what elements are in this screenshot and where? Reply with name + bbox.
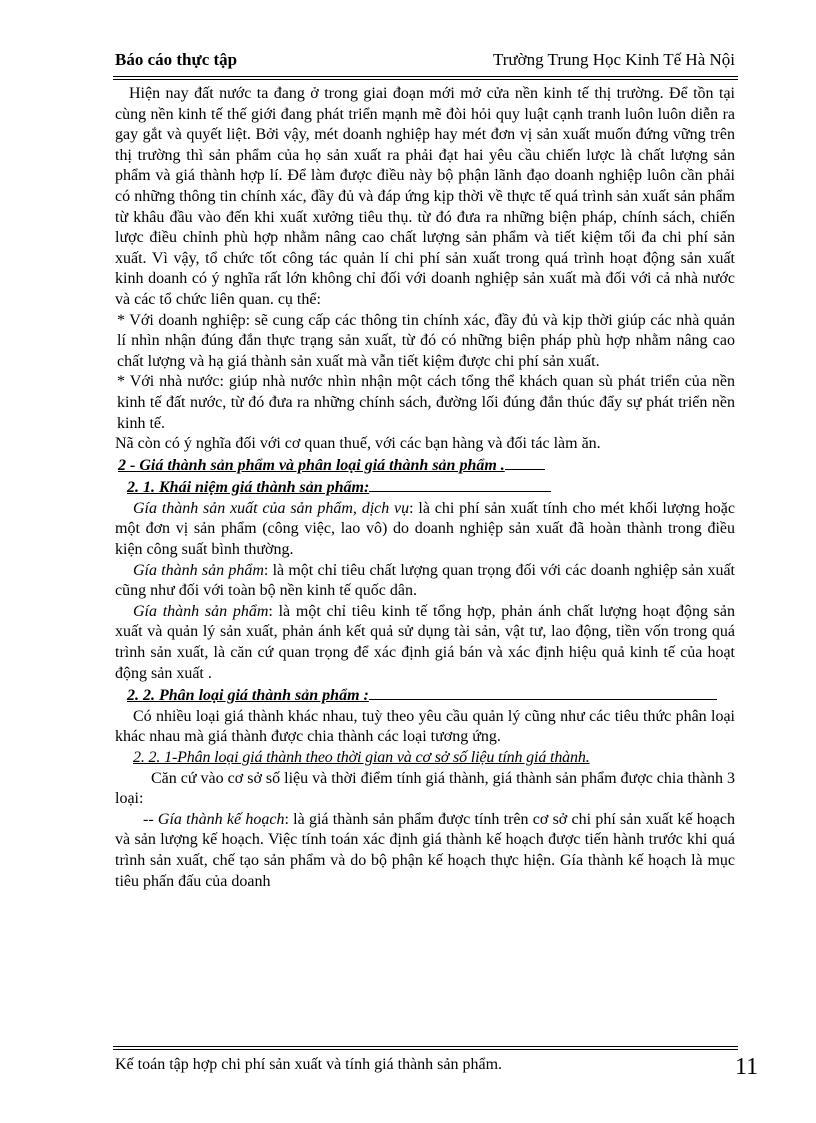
tax-paragraph: Nã còn có ý nghĩa đối với cơ quan thuế, với các bạn hàng và đối tác làm ăn. [115, 435, 601, 453]
section-2-2-1-heading: 2. 2. 1-Phân loại giá thành theo thời gian và cơ sở số liệu tính giá thành. [133, 749, 590, 766]
page-header [115, 50, 735, 74]
definition-production-cost: Gía thành sản xuất của sản phẩm, dịch vụ: là chi phí sản xuất tính cho mét khối lượng hoặc một đơn vị sản phẩm (công việc, lao vô) do doanh nghiệp sản xuất đã hoàn thành trong điều kiện công suất bình thường. [115, 499, 735, 559]
bullet-enterprise: * Với doanh nghiệp: sẽ cung cấp các thông tin chính xác, đầy đủ và kịp thời giúp các nhà quản lí nhìn nhận đúng đắn thực trạng sản xuất, từ đó có những biện pháp phù hợp nhằm nâng cao chất lượng và hạ giá thành sản xuất mà vẫn tiết kiệm được chi phí sản xuất. [117, 311, 735, 370]
planned-cost-paragraph: -- Gía thành kế hoạch: là giá thành sản phẩm được tính trên cơ sở chi phí sản xuất kế hoạch và sản lượng kế hoạch. Việc tính toán xác định giá thành kế hoạch được tiến hành trước khi quá trình sản xuất, chế tạo sản phẩm và do bộ phận kế hoạch thực hiện. Gía thành kế hoạch là mục tiêu phấn đấu của doanh [115, 810, 735, 890]
footer-title: Kế toán tập hợp chi phí sản xuất và tính giá thành sản phẩm. [115, 1056, 503, 1073]
section-2-1-heading: 2. 1. Khái niệm giá thành sản phẩm: [115, 476, 735, 499]
section-2-heading: 2 - Giá thành sản phẩm và phân loại giá thành sản phẩm . [115, 455, 735, 477]
intro-paragraph: Hiện nay đất nước ta đang ở trong giai đoạn mới mở cửa nền kinh tế thị trường. Để tồn tại cùng nền kinh tế thế giới đang phát triển mạnh mẽ đòi hỏi quy luật cạnh tranh luôn luôn diễn ra gay gắt và quyết liệt. Bởi vậy, mét doanh nghiệp hay mét đơn vị sản xuất muốn đứng vững trên thị trường thì sản phẩm của họ sản xuất ra phải đạt hai yêu cầu chiến lược là chất lượng sản phẩm và giá thành hợp lí. Để làm được điều này bộ phận lãnh đạo doanh nghiệp luôn cần phải có những thông tin chính xác, đầy đủ và đáp ứng kịp thời về thực tế quá trình sản xuất sản phẩm từ khâu đầu vào đến khi xuất xưởng tiêu thụ. từ đó đưa ra những biện pháp, chính sách, chiến lược điều chỉnh phù hợp nhằm nâng cao chất lượng sản phẩm và tiết kiệm tối đa chi phí sản xuất. Vì vậy, tổ chức tốt công tác quản lí chi phí sản xuất trong quá trình hoạt động sản xuất kinh doanh có ý nghĩa rất lớn không chỉ đối với doanh nghiệp sản xuất mà đối với cả nhà nước và các tổ chức liên quan. cụ thể: [115, 85, 735, 308]
basis-paragraph: Căn cứ vào cơ sở số liệu và thời điểm tính giá thành, giá thành sản phẩm được chia thành 3 loại: [115, 769, 735, 808]
definition-product-cost-quality: Gía thành sản phẩm: là một chỉ tiêu chất lượng quan trọng đối với các doanh nghiệp sản xuất cũng như đối với toàn bộ nền kinh tế quốc dân. [115, 561, 735, 600]
footer-divider [113, 1046, 738, 1050]
bullet-state: * Với nhà nước: giúp nhà nước nhìn nhận một cách tổng thể khách quan sù phát triển của nền kinh tế đất nước, từ đó đưa ra những chính sách, đường lối đúng đắn thúc đẩy sự phát triển nền kinh tế. [117, 373, 735, 432]
classification-paragraph: Có nhiều loại giá thành khác nhau, tuỳ theo yêu cầu quản lý cũng như các tiêu thức phân loại khác nhau mà giá thành được chia thành các loại tương ứng. [115, 707, 735, 746]
header-school-name: Trường Trung Học Kinh Tế Hà Nội [492, 50, 735, 69]
header-divider [113, 76, 738, 80]
definition-product-cost-economic: Gía thành sản phẩm: là một chỉ tiêu kinh tế tổng hợp, phản ánh chất lượng hoạt động sản xuất và quản lý sản xuất, phản ánh kết quả sử dụng tài sản, vật tư, lao động, tiền vốn trong quá trình sản xuất, là căn cứ quan trọng để xác định giá bán và xác định hiệu quả kinh tế của hoạt động sản xuất . [115, 602, 735, 682]
header-report-title: Báo cáo thực tập [115, 50, 238, 69]
document-body [115, 84, 735, 892]
page-number: 11 [735, 1054, 759, 1080]
section-2-2-heading: 2. 2. Phân loại giá thành sản phẩm : [115, 684, 735, 707]
